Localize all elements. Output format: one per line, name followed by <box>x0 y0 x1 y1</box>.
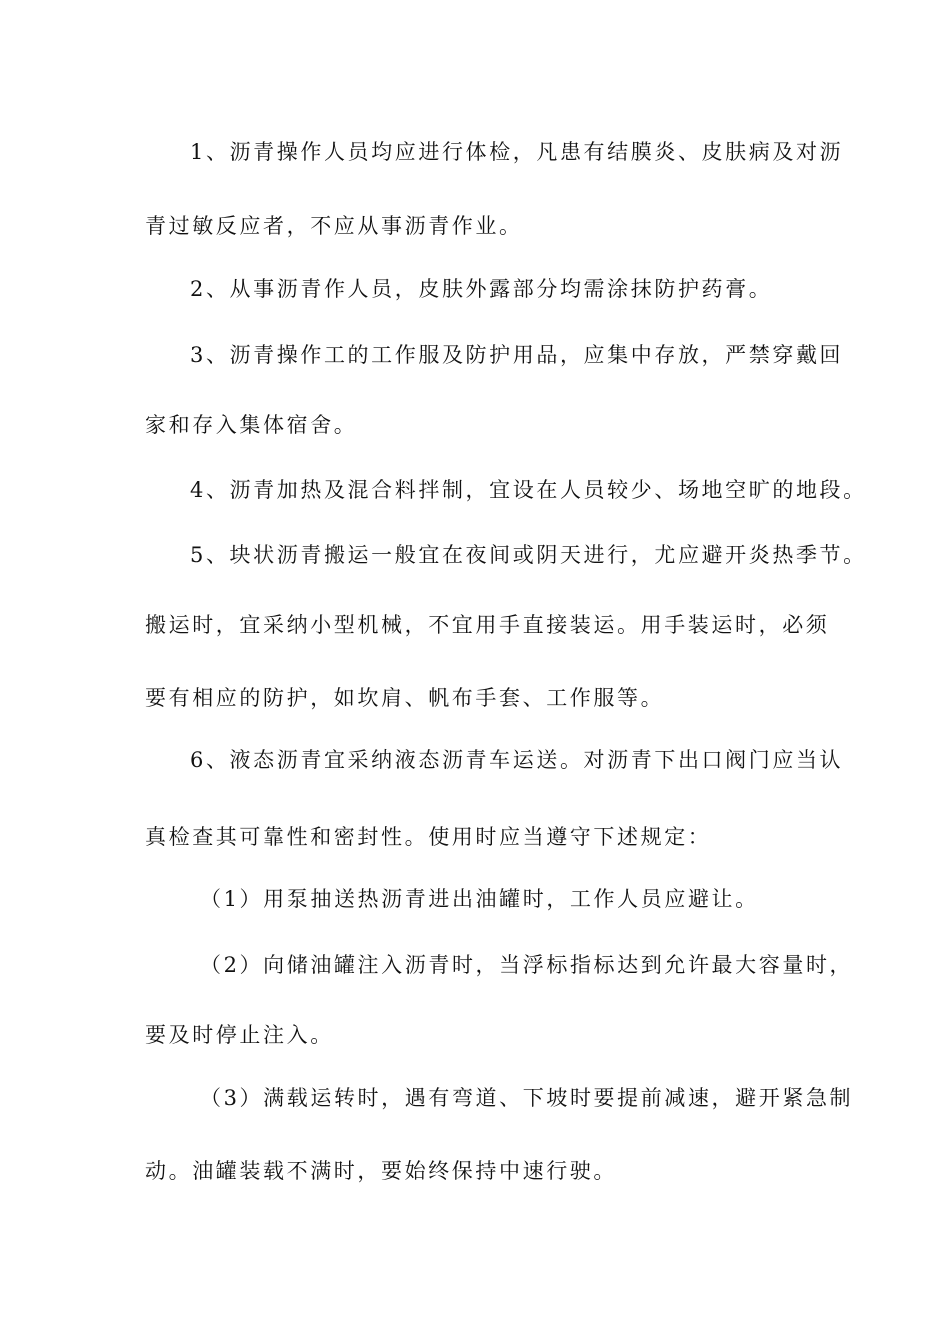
paragraph-1-line-2: 青过敏反应者，不应从事沥青作业。 <box>145 214 523 238</box>
paragraph-5-line-1: 5、块状沥青搬运一般宜在夜间或阴天进行，尤应避开炎热季节。 <box>190 543 867 567</box>
paragraph-4-line-1: 4、沥青加热及混合料拌制，宜设在人员较少、场地空旷的地段。 <box>190 478 867 502</box>
paragraph-6-line-1: 6、液态沥青宜采纳液态沥青车运送。对沥青下出口阀门应当认 <box>190 748 844 772</box>
paragraph-6-line-2: 真检查其可靠性和密封性。使用时应当遵守下述规定： <box>145 825 712 849</box>
paragraph-1-line-1: 1、沥青操作人员均应进行体检，凡患有结膜炎、皮肤病及对沥 <box>190 140 844 164</box>
rule-2-line-2: 要及时停止注入。 <box>145 1023 334 1047</box>
paragraph-2-line-1: 2、从事沥青作人员，皮肤外露部分均需涂抹防护药膏。 <box>190 277 773 301</box>
paragraph-3-line-1: 3、沥青操作工的工作服及防护用品，应集中存放，严禁穿戴回 <box>190 343 844 367</box>
paragraph-3-line-2: 家和存入集体宿舍。 <box>145 413 358 437</box>
paragraph-5-line-2: 搬运时，宜采纳小型机械，不宜用手直接装运。用手装运时，必须 <box>145 613 830 637</box>
paragraph-5-line-3: 要有相应的防护，如坎肩、帆布手套、工作服等。 <box>145 686 665 710</box>
rule-1-line-1: （1）用泵抽送热沥青进出油罐时，工作人员应避让。 <box>200 887 759 911</box>
rule-3-line-1: （3）满载运转时，遇有弯道、下坡时要提前减速，避开紧急制 <box>200 1086 854 1110</box>
rule-3-line-2: 动。油罐装载不满时，要始终保持中速行驶。 <box>145 1159 617 1183</box>
rule-2-line-1: （2）向储油罐注入沥青时，当浮标指标达到允许最大容量时， <box>200 953 854 977</box>
